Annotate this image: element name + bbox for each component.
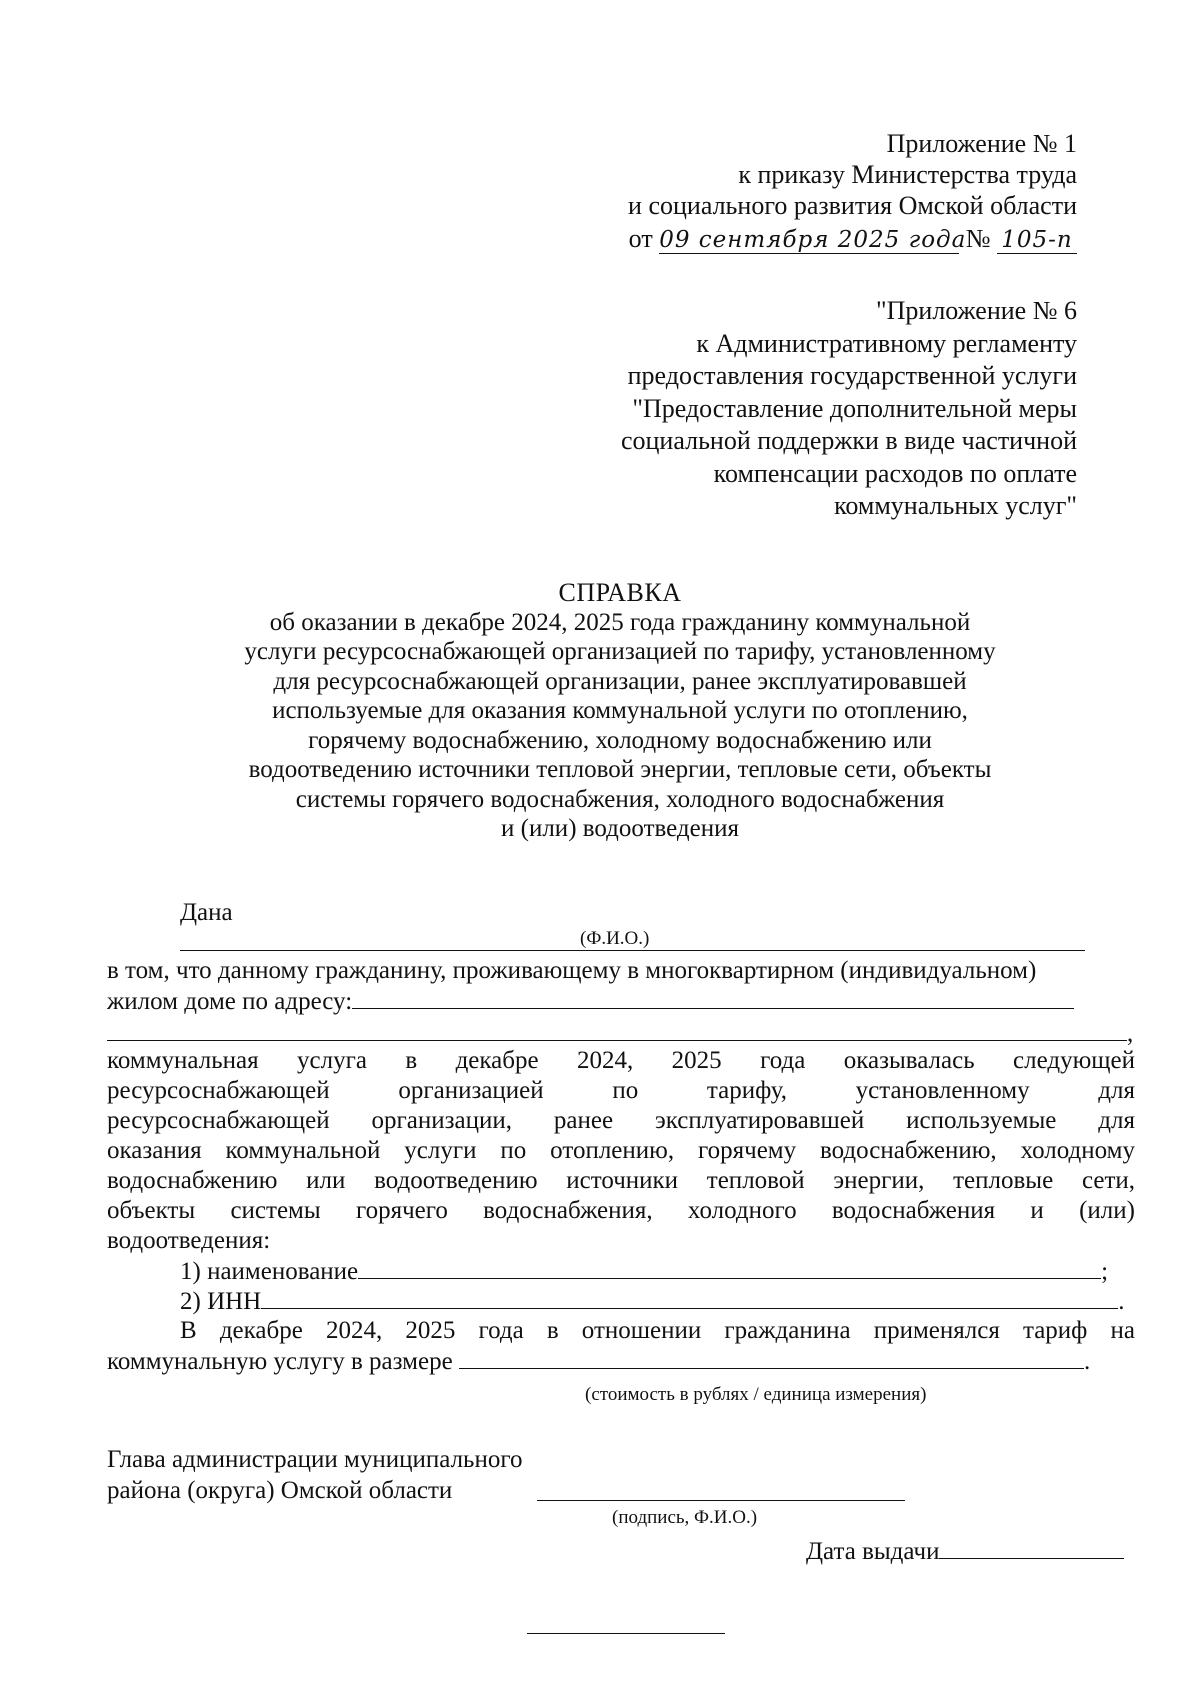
- service-paragraph: [107, 1046, 1135, 1256]
- title-line: для ресурсоснабжающей организации, ранее эксплуатировавшей: [273, 667, 967, 695]
- number-label: №: [965, 224, 991, 253]
- paragraph-line: коммунальная услуга в декабре 2024, 2025 года оказывалась следующей: [107, 1047, 1135, 1074]
- item-inn-end: .: [1118, 1288, 1125, 1315]
- regulation-line: социальной поддержки в виде частичной: [620, 426, 1077, 455]
- resident-line: в том, что данному гражданину, проживающему в многоквартирном (индивидуальном): [107, 957, 1037, 984]
- paragraph-line: ресурсоснабжающей организацией по тарифу, установленному для: [107, 1077, 1135, 1104]
- item-name-row: [180, 1256, 1135, 1287]
- tariff-field[interactable]: [459, 1346, 1084, 1369]
- paragraph-line: оказания коммунальной услуги по отоплению, горячему водоснабжению, холодному: [107, 1137, 1135, 1164]
- regulation-line: к Административному регламенту: [696, 328, 1077, 358]
- title-line: водоотведению источники тепловой энергии, тепловые сети, объекты: [248, 756, 992, 783]
- title-line: об оказании в декабре 2024, 2025 года гражданину коммунальной: [269, 608, 971, 636]
- tariff-paragraph: [107, 1316, 1135, 1377]
- tariff-line: В декабре 2024, 2025 года в отношении гражданина применялся тариф на: [180, 1317, 1135, 1344]
- address-field-2[interactable]: [107, 1018, 1127, 1041]
- paragraph-line: ресурсоснабжающей организации, ранее эксплуатировавшей используемые для: [107, 1107, 1135, 1134]
- signature-title: района (округа) Омской области: [107, 1477, 453, 1504]
- address-field[interactable]: [352, 986, 1074, 1009]
- title-line: услуги ресурсоснабжающей организацией по тарифу, установленному: [244, 638, 996, 665]
- appendix-ministry: и социального развития Омской области: [628, 191, 1077, 220]
- paragraph-line: объекты системы горячего водоснабжения, холодного водоснабжения и (или): [107, 1197, 1135, 1224]
- tariff-label: коммунальную услугу в размере: [107, 1348, 453, 1375]
- handwritten-date: 09 сентября 2025 года: [659, 227, 967, 253]
- issue-date-row: [806, 1536, 1141, 1567]
- organization-name-field[interactable]: [358, 1256, 1101, 1279]
- regulation-line: "Приложение № 6: [876, 296, 1077, 325]
- inn-field[interactable]: [261, 1286, 1118, 1309]
- regulation-line: компенсации расходов по оплате: [713, 458, 1077, 488]
- fio-caption: (Ф.И.О.): [580, 928, 650, 949]
- appendix-regulation: [621, 295, 1077, 523]
- tariff-row: [107, 1346, 1135, 1377]
- document-title: [170, 578, 1070, 844]
- title-line: используемые для оказания коммунальной услуги по отоплению,: [272, 697, 968, 724]
- signature-caption: (подпись, Ф.И.О.): [612, 1507, 758, 1528]
- handwritten-number: 105-п: [997, 227, 1077, 254]
- given-label: Дана: [180, 899, 233, 926]
- resident-text: [107, 956, 1135, 1017]
- tariff-end: .: [1083, 1348, 1091, 1375]
- appendix-header: [628, 128, 1077, 254]
- paragraph-line: водоотведения:: [107, 1227, 271, 1254]
- regulation-line: коммунальных услуг": [834, 491, 1077, 520]
- given-row: [180, 898, 1135, 959]
- signature-field[interactable]: [537, 1500, 905, 1501]
- regulation-line: предоставления государственной услуги: [627, 361, 1077, 390]
- item-inn-row: [180, 1286, 1135, 1317]
- address-label: жилом доме по адресу:: [107, 988, 353, 1015]
- address-row: [107, 986, 1135, 1017]
- signature-title: Глава администрации муниципального: [107, 1446, 523, 1473]
- closing-rule: [527, 1633, 725, 1634]
- from-label: от: [628, 224, 653, 253]
- appendix-date-number: [628, 223, 1077, 254]
- signature-block: [107, 1444, 1135, 1506]
- item-inn-label: 2) ИНН: [180, 1288, 262, 1315]
- title-line: горячему водоснабжению, холодному водоснабжению или: [308, 726, 932, 754]
- address-end: ,: [1127, 1020, 1134, 1047]
- item-name-end: ;: [1101, 1258, 1109, 1285]
- item-name-label: 1) наименование: [180, 1258, 359, 1285]
- title-line: и (или) водоотведения: [501, 815, 739, 842]
- issue-date-field[interactable]: [939, 1536, 1124, 1559]
- paragraph-line: водоснабжению или водоотведению источники тепловой энергии, тепловые сети,: [107, 1167, 1135, 1194]
- issue-date-label: Дата выдачи: [806, 1538, 940, 1565]
- regulation-line: "Предоставление дополнительной меры: [632, 393, 1077, 423]
- address-row-2: [107, 1018, 1135, 1049]
- tariff-caption: (стоимость в рублях / единица измерения): [585, 1384, 927, 1405]
- title-heading: СПРАВКА: [558, 578, 682, 607]
- title-line: системы горячего водоснабжения, холодного водоснабжения: [295, 785, 945, 813]
- appendix-title: Приложение № 1: [886, 129, 1077, 158]
- appendix-order-ref: к приказу Министерства труда: [738, 160, 1077, 189]
